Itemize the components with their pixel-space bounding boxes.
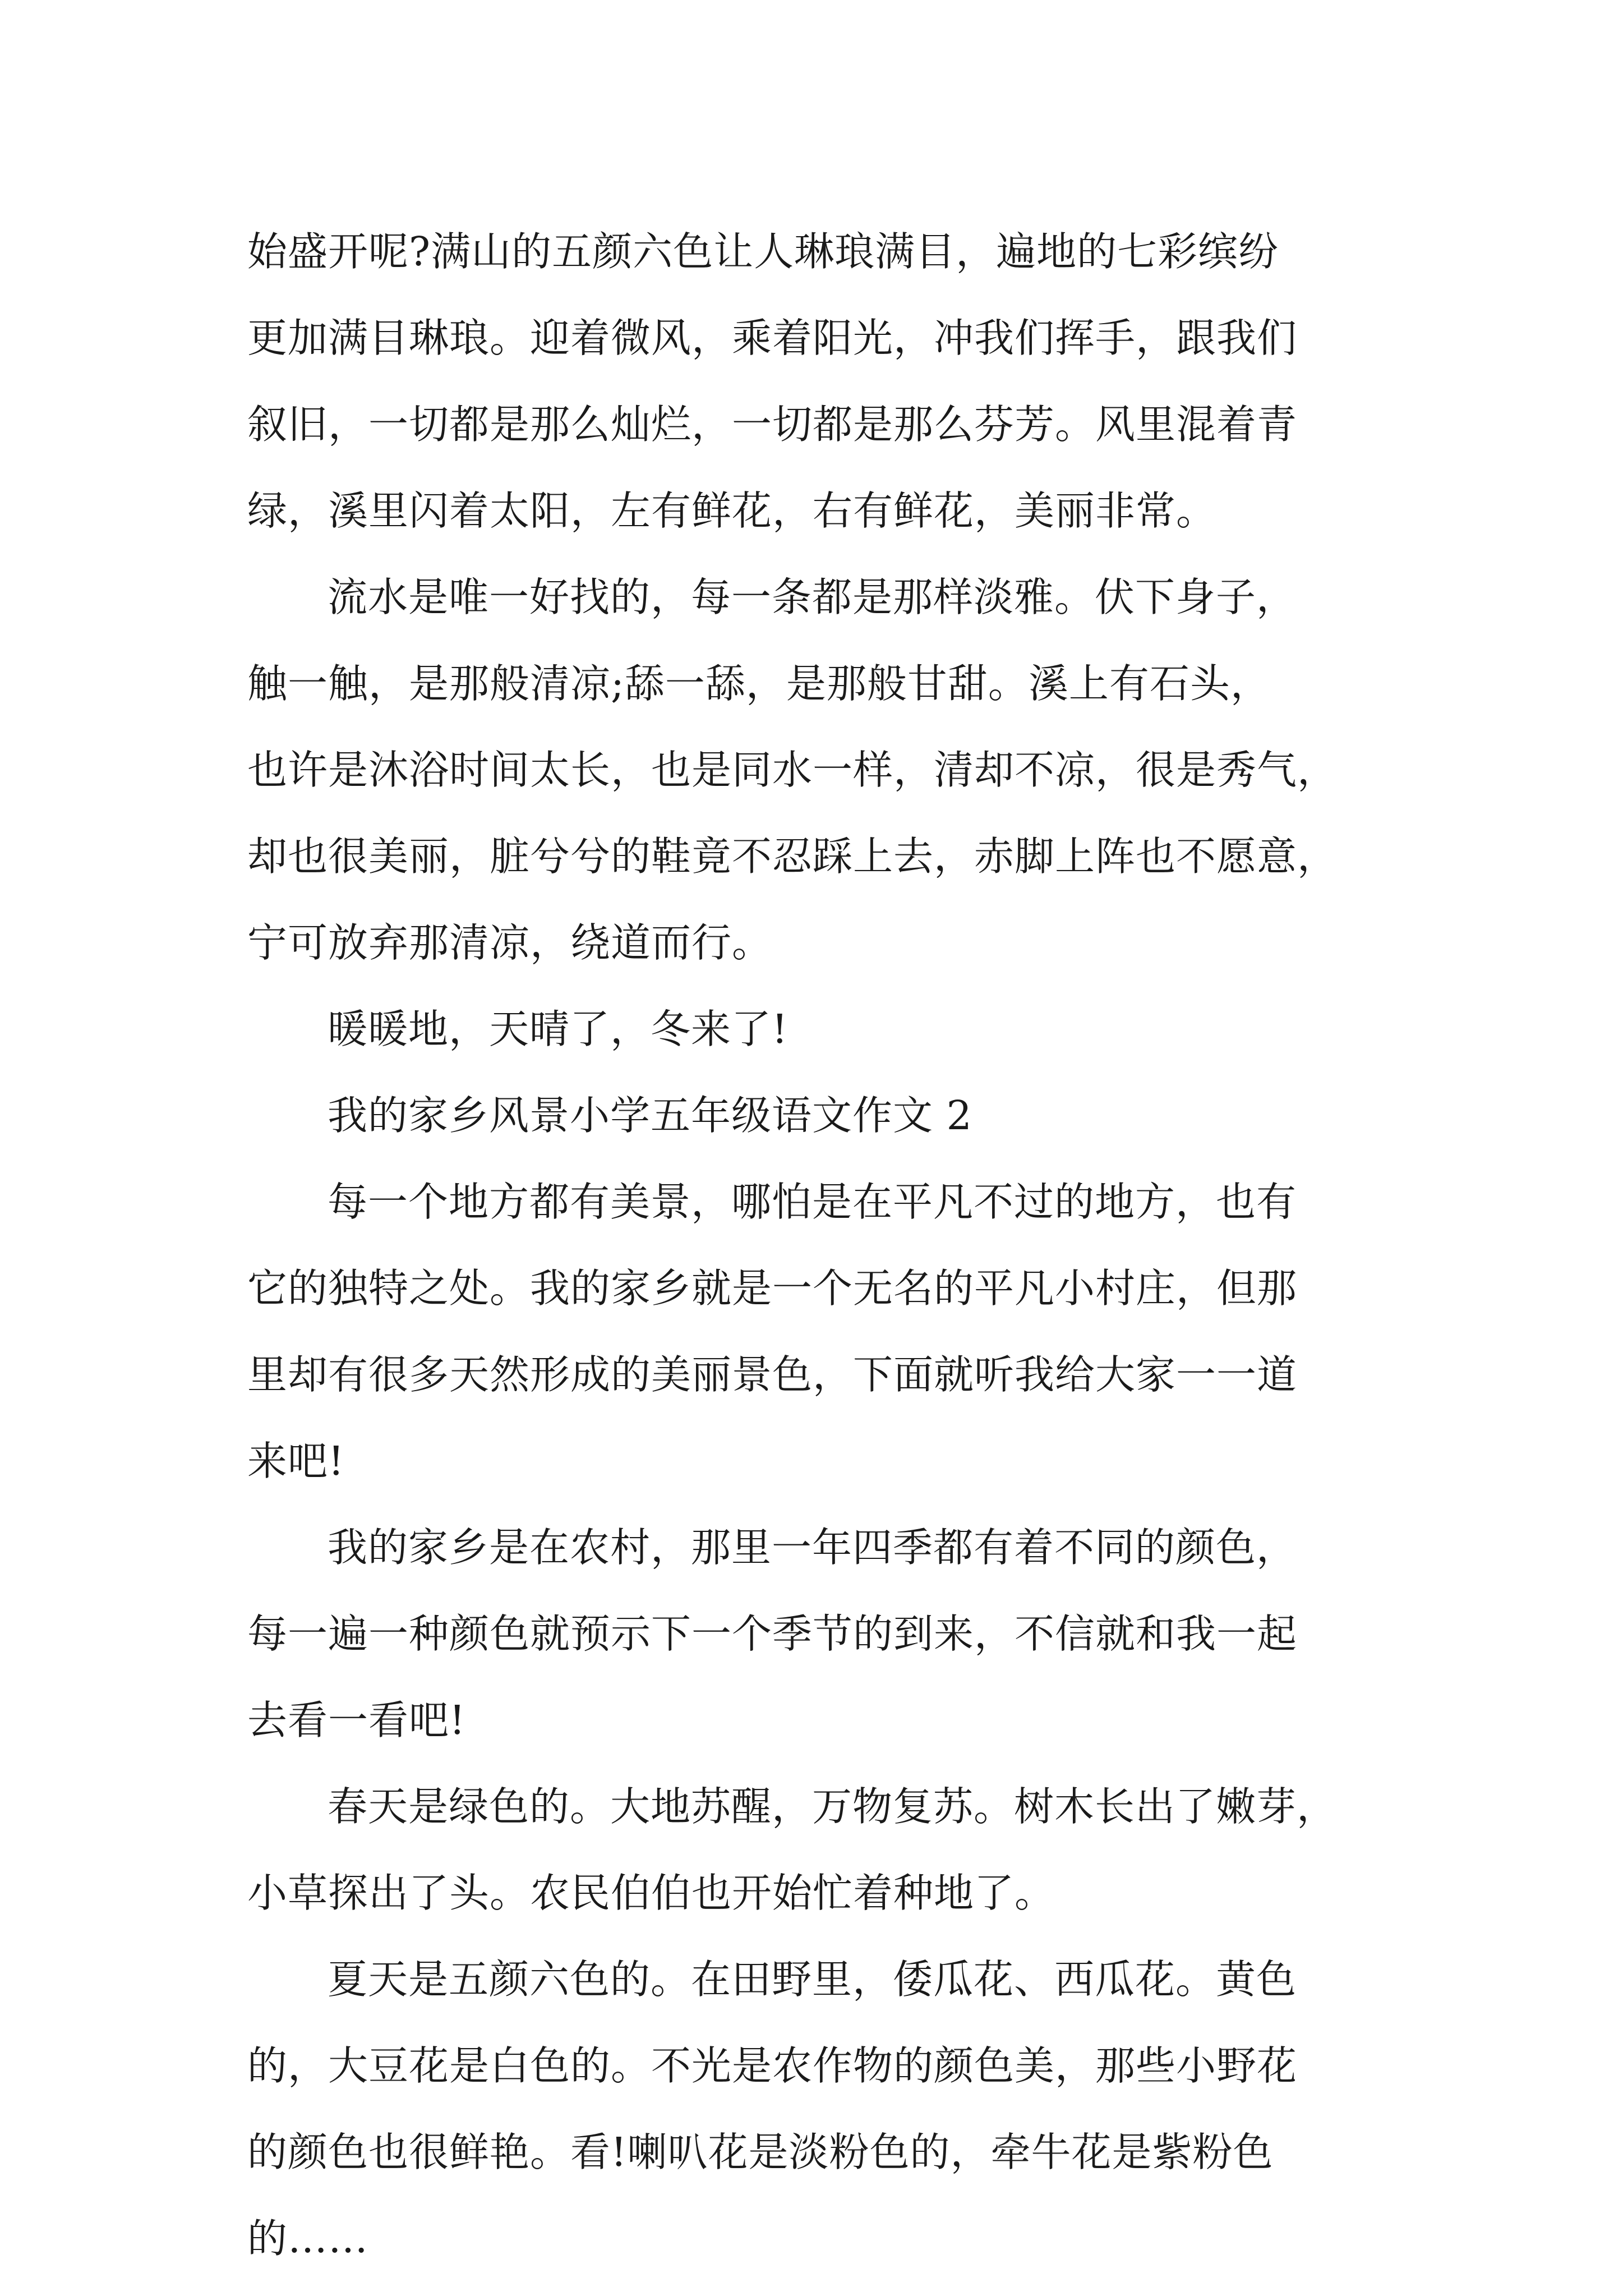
text-line: 绿，溪里闪着太阳，左有鲜花，右有鲜花，美丽非常。 [247, 487, 1217, 534]
section-title: 我的家乡风景小学五年级语文作文 2 [328, 1092, 972, 1139]
text-line: 春天是绿色的。大地苏醒，万物复苏。树木长出了嫩芽， [328, 1783, 1338, 1830]
text-line: 却也很美丽，脏兮兮的鞋竟不忍踩上去，赤脚上阵也不愿意， [247, 833, 1338, 880]
text-line: 来吧! [247, 1438, 345, 1484]
document-body [247, 209, 1397, 2282]
text-line: 触一触，是那般清凉;舔一舔，是那般甘甜。溪上有石头， [247, 660, 1271, 707]
text-line: 流水是唯一好找的，每一条都是那样淡雅。伏下身子， [328, 574, 1297, 620]
text-line: 每一遍一种颜色就预示下一个季节的到来，不信就和我一起 [247, 1611, 1298, 1657]
text-line: 的…… [247, 2215, 369, 2262]
text-line: 始盛开呢?满山的五颜六色让人琳琅满目，遍地的七彩缤纷 [247, 228, 1279, 275]
text-line: 也许是沐浴时间太长，也是同水一样，清却不凉，很是秀气， [247, 747, 1338, 793]
text-line: 暖暖地，天晴了，冬来了! [328, 1006, 789, 1052]
text-line: 小草探出了头。农民伯伯也开始忙着种地了。 [247, 1870, 1055, 1916]
text-line: 叙旧，一切都是那么灿烂，一切都是那么芬芳。风里混着青 [247, 401, 1298, 448]
text-line: 夏天是五颜六色的。在田野里，倭瓜花、西瓜花。黄色 [328, 1956, 1297, 2003]
text-line: 我的家乡是在农村，那里一年四季都有着不同的颜色， [328, 1524, 1297, 1571]
text-line: 宁可放弃那清凉，绕道而行。 [247, 919, 773, 966]
text-line: 更加满目琳琅。迎着微风，乘着阳光，冲我们挥手，跟我们 [247, 315, 1298, 361]
text-line: 去看一看吧! [247, 1697, 466, 1743]
text-line: 的，大豆花是白色的。不光是农作物的颜色美，那些小野花 [247, 2042, 1298, 2089]
text-line: 每一个地方都有美景，哪怕是在平凡不过的地方，也有 [328, 1179, 1297, 1225]
text-line: 的颜色也很鲜艳。看!喇叭花是淡粉色的，牵牛花是紫粉色 [247, 2129, 1274, 2175]
text-line: 里却有很多天然形成的美丽景色，下面就听我给大家一一道 [247, 1351, 1298, 1398]
text-line: 它的独特之处。我的家乡就是一个无名的平凡小村庄，但那 [247, 1265, 1298, 1312]
